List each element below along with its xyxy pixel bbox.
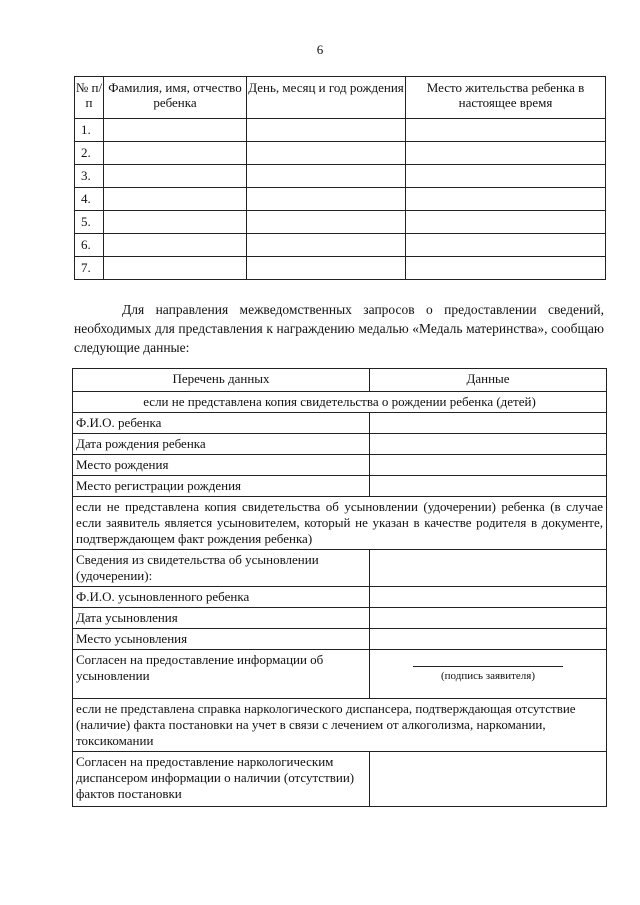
- residence-cell[interactable]: [406, 257, 606, 280]
- residence-cell[interactable]: [406, 188, 606, 211]
- adopted-child-name-value[interactable]: [370, 587, 607, 608]
- birth-date-value[interactable]: [370, 434, 607, 455]
- birth-date-cell[interactable]: [247, 188, 406, 211]
- table-row: [75, 234, 606, 257]
- residence-cell[interactable]: [406, 234, 606, 257]
- col-data-values: Данные: [370, 369, 607, 392]
- table-row: [75, 188, 606, 211]
- section-birth-certificate: если не представлена копия свидетельства о рождении ребенка (детей): [73, 392, 607, 413]
- name-cell[interactable]: [104, 211, 247, 234]
- residence-cell[interactable]: [406, 142, 606, 165]
- adoption-date-value[interactable]: [370, 608, 607, 629]
- birth-date-cell[interactable]: [247, 257, 406, 280]
- name-cell[interactable]: [104, 257, 247, 280]
- birth-place-value[interactable]: [370, 455, 607, 476]
- section-adoption-certificate: если не представлена копия свидетельства об усыновлении (удочерении) ребенка (в случае если заявитель является усыновителем, который не указан в качестве родителя в документе, подтверждающем факт рождения ребенка): [73, 497, 607, 550]
- consent-narcology-label: Согласен на предоставление наркологическим диспансером информации о наличии (отсутствии) фактов постановки: [73, 752, 370, 807]
- table-row: [75, 142, 606, 165]
- page-number: 6: [316, 42, 324, 57]
- name-cell[interactable]: [104, 142, 247, 165]
- birth-registration-value[interactable]: [370, 476, 607, 497]
- col-data-list: Перечень данных: [73, 369, 370, 392]
- col-residence: Место жительства ребенка в настоящее время: [406, 77, 606, 119]
- field-label: Сведения из свидетельства об усыновлении (удочерении):: [73, 550, 370, 587]
- residence-cell[interactable]: [406, 211, 606, 234]
- signature-label: (подпись заявителя): [413, 666, 563, 684]
- signature-cell[interactable]: [370, 650, 607, 699]
- birth-date-cell[interactable]: [247, 165, 406, 188]
- data-table: [72, 368, 607, 807]
- section-narcology: если не представлена справка наркологического диспансера, подтверждающая отсутствие (наличие) факта постановки на учет в связи с лечением от алкоголизма, наркомании, токсикомании: [73, 699, 607, 752]
- field-label: Место рождения: [73, 455, 370, 476]
- residence-cell[interactable]: [406, 165, 606, 188]
- consent-adoption-label: Согласен на предоставление информации об усыновлении: [73, 650, 370, 699]
- row-number: 3.: [75, 165, 104, 188]
- residence-cell[interactable]: [406, 119, 606, 142]
- table-row: [75, 119, 606, 142]
- col-number: № п/п: [75, 77, 104, 119]
- field-label: Дата усыновления: [73, 608, 370, 629]
- row-number: 4.: [75, 188, 104, 211]
- table-row: [75, 257, 606, 280]
- field-label: Место усыновления: [73, 629, 370, 650]
- name-cell[interactable]: [104, 165, 247, 188]
- name-cell[interactable]: [104, 234, 247, 257]
- birth-date-cell[interactable]: [247, 119, 406, 142]
- birth-date-cell[interactable]: [247, 234, 406, 257]
- child-name-value[interactable]: [370, 413, 607, 434]
- row-number: 7.: [75, 257, 104, 280]
- birth-date-cell[interactable]: [247, 211, 406, 234]
- field-label: Ф.И.О. ребенка: [73, 413, 370, 434]
- name-cell[interactable]: [104, 188, 247, 211]
- intro-paragraph: Для направления межведомственных запросов о предоставлении сведений, необходимых для представления к награждению медалью «Медаль материнства», сообщаю следующие данные:: [74, 302, 604, 355]
- adoption-place-value[interactable]: [370, 629, 607, 650]
- children-table-header: [75, 77, 606, 119]
- children-table: [74, 76, 606, 280]
- row-number: 5.: [75, 211, 104, 234]
- col-full-name: Фамилия, имя, отчество ребенка: [104, 77, 247, 119]
- field-label: Ф.И.О. усыновленного ребенка: [73, 587, 370, 608]
- row-number: 2.: [75, 142, 104, 165]
- table-row: [75, 211, 606, 234]
- adoption-info-value[interactable]: [370, 550, 607, 587]
- narcology-signature-cell[interactable]: [370, 752, 607, 807]
- field-label: Дата рождения ребенка: [73, 434, 370, 455]
- row-number: 6.: [75, 234, 104, 257]
- field-label: Место регистрации рождения: [73, 476, 370, 497]
- birth-date-cell[interactable]: [247, 142, 406, 165]
- row-number: 1.: [75, 119, 104, 142]
- col-birth-date: День, месяц и год рождения: [247, 77, 406, 119]
- name-cell[interactable]: [104, 119, 247, 142]
- data-table-header: [73, 369, 607, 392]
- table-row: [75, 165, 606, 188]
